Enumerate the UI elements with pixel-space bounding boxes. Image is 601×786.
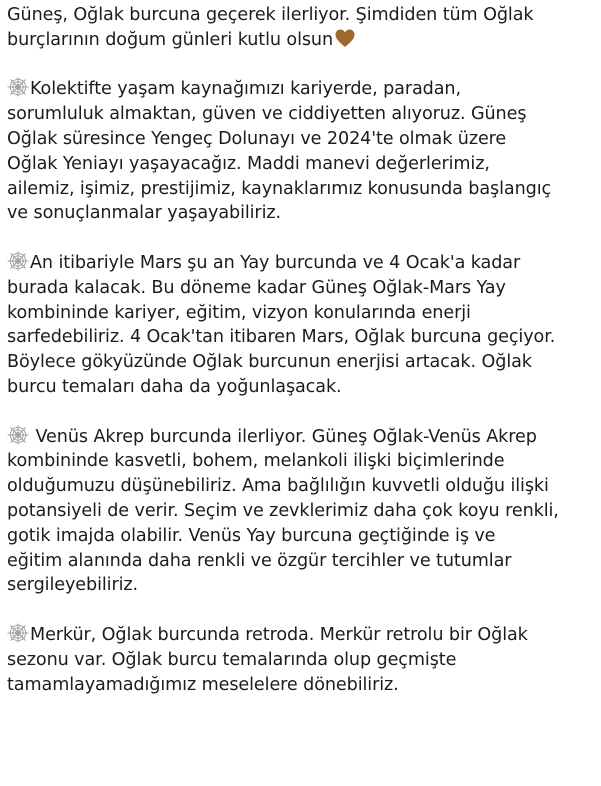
text-line-with-icon [7, 623, 597, 648]
text-line: ve sonuçlanmalar yaşayabiliriz. [7, 203, 281, 224]
section-paragraph-venus [7, 425, 597, 599]
text-line: Oğlak süresince Yengeç Dolunayı ve 2024'te olmak üzere [7, 128, 507, 149]
text-line-with-heart [7, 28, 597, 53]
text-line: Oğlak Yeniayı yaşayacağız. Maddi manevi değerlerimiz, [7, 153, 490, 174]
spider-web-icon [7, 623, 29, 643]
text-line: sergileyebiliriz. [7, 575, 139, 596]
text-line: sorumluluk almaktan, güven ve ciddiyetten alıyoruz. Güneş [7, 104, 527, 125]
text-line: Kolektifte yaşam kaynağımızı kariyerde, paradan, [30, 79, 461, 100]
text-line-with-icon [7, 77, 597, 102]
text-line: ailemiz, işimiz, prestijimiz, kaynaklarımız konusunda başlangıç [7, 178, 552, 199]
text-line-with-icon [7, 251, 597, 276]
text-line: An itibariyle Mars şu an Yay burcunda ve 4 Ocak'a kadar [30, 252, 521, 273]
text-line: kombininde kariyer, eğitim, vizyon konularında enerji [7, 302, 471, 323]
text-line: sarfedebiliriz. 4 Ocak'tan itibaren Mars, Oğlak burcuna geçiyor. [7, 327, 556, 348]
intro-paragraph [7, 3, 597, 53]
section-paragraph-mercury [7, 623, 597, 697]
text-line: kombininde kasvetli, bohem, melankoli ilişki biçimlerinde [7, 451, 505, 472]
spider-web-icon [7, 425, 29, 445]
text-line: burcu temaları daha da yoğunlaşacak. [7, 376, 342, 397]
text-line: tamamlayamadığımız meselelere dönebiliriz. [7, 674, 399, 695]
text-line: eğitim alanında daha renkli ve özgür tercihler ve tutumlar [7, 550, 512, 571]
text-line: burada kalacak. Bu döneme kadar Güneş Oğlak-Mars Yay [7, 277, 506, 298]
text-line: Güneş, Oğlak burcuna geçerek ilerliyor. Şimdiden tüm Oğlak [7, 5, 534, 25]
text-line-with-icon [7, 425, 597, 450]
spider-web-icon [7, 77, 29, 97]
text-line: burçlarının doğum günleri kutlu olsun [7, 29, 334, 50]
text-line: potansiyeli de verir. Seçim ve zevklerimiz daha çok koyu renkli, [7, 500, 559, 521]
post-body [7, 3, 597, 722]
text-line: gotik imajda olabilir. Venüs Yay burcuna geçtiğinde iş ve [7, 525, 496, 546]
text-line: sezonu var. Oğlak burcu temalarında olup geçmişte [7, 649, 457, 670]
section-paragraph-career [7, 77, 597, 226]
text-line: olduğumuzu düşünebiliriz. Ama bağlılığın kuvvetli olduğu ilişki [7, 476, 549, 497]
text-line: Merkür, Oğlak burcunda retroda. Merkür retrolu bir Oğlak [30, 624, 528, 645]
text-line: Böylece gökyüzünde Oğlak burcunun enerjisi artacak. Oğlak [7, 352, 532, 373]
section-paragraph-mars [7, 251, 597, 400]
spider-web-icon [7, 251, 29, 271]
text-line: Venüs Akrep burcunda ilerliyor. Güneş Oğlak-Venüs Akrep [30, 426, 537, 447]
brown-heart-icon [335, 29, 355, 48]
